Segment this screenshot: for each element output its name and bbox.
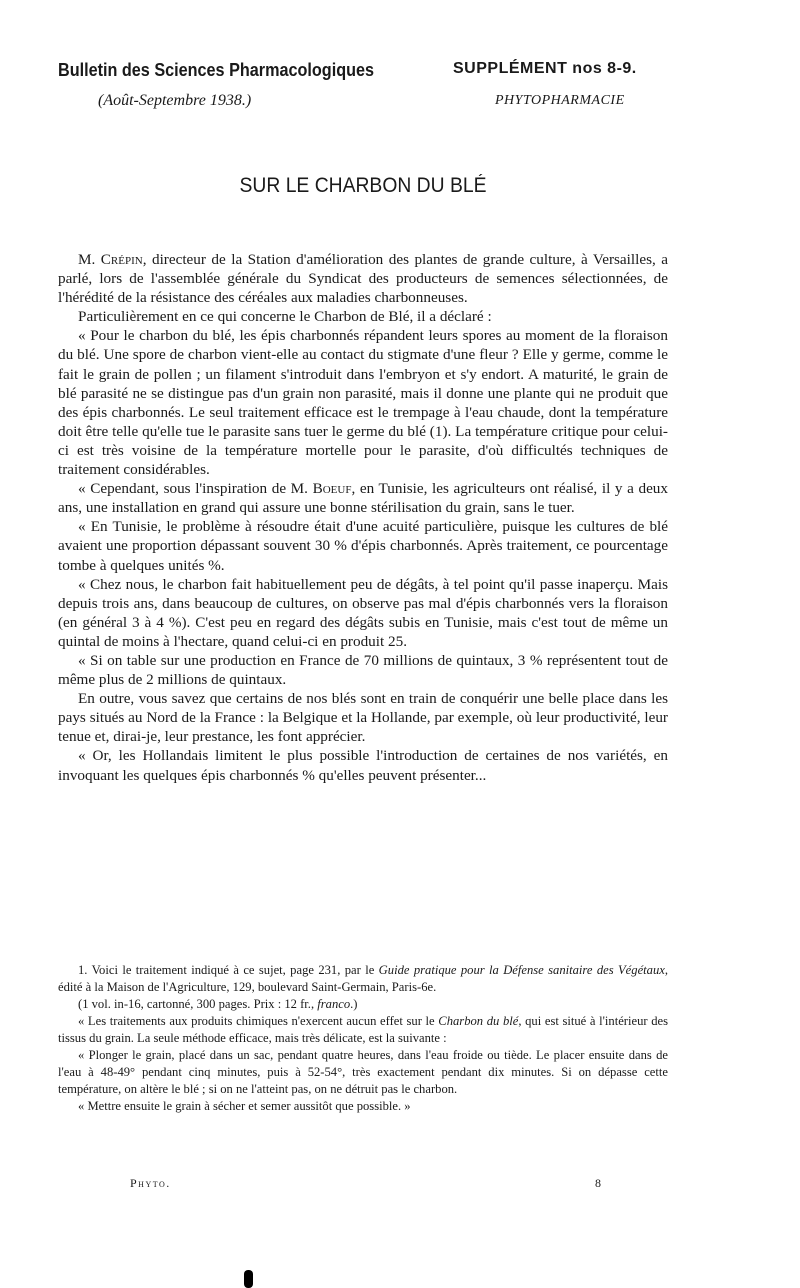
footnote: « Les traitements aux produits chimiques n'exercent aucun effet sur le Charbon du blé, qui est situé à l'intérieur des tissus du grain. La seule méthode efficace, mais très délicate, est la suivante : (58, 1014, 668, 1045)
supplement-number: SUPPLÉMENT nos 8-9. (453, 60, 637, 77)
journal-title: Bulletin des Sciences Pharmacologiques (58, 60, 375, 80)
article-body (58, 250, 668, 785)
person-name: Boeuf (312, 480, 352, 498)
footnote: 1. Voici le traitement indiqué à ce sujet, page 231, par le Guide pratique pour la Défense sanitaire des Végétaux, édité à la Maison de l'Agriculture, 129, boulevard Saint-Germain, Paris-6e. (58, 963, 668, 994)
ink-mark (244, 1270, 253, 1288)
footer-label: Phyto. (130, 1176, 171, 1190)
footnote: (1 vol. in-16, cartonné, 300 pages. Prix : 12 fr., franco.) (78, 997, 358, 1011)
paragraph: « En Tunisie, le problème à résoudre était d'une acuité particulière, puisque les cultures de blé avaient une proportion dépassant souvent 30 % d'épis charbonnés. Après traitement, ce pourcentage tombe à quelques unités %. (58, 518, 668, 574)
section-name: PHYTOPHARMACIE (495, 93, 625, 108)
footnote: « Plonger le grain, placé dans un sac, pendant quatre heures, dans l'eau froide ou tiède. Le placer ensuite dans de l'eau à 48-49° pendant cinq minutes, puis à 52-54°, très exactement pendant dix minutes. Si on dépasse cette température, on altère le blé ; si on ne l'atteint pas, on ne détruit pas le charbon. (58, 1048, 668, 1096)
page-number: 8 (595, 1176, 601, 1190)
paragraph: « Cependant, sous l'inspiration de M. Boeuf, en Tunisie, les agriculteurs ont réalisé, il y a deux ans, une installation en grand qui assure une bonne stérilisation du grain, sans le tuer. (58, 480, 668, 517)
paragraph: « Pour le charbon du blé, les épis charbonnés répandent leurs spores au moment de la floraison du blé. Une spore de charbon vient-elle au contact du stigmate d'une fleur ? Elle y germe, comme le fait le grain de pollen ; un filament s'introduit dans l'embryon et s'y endort. A maturité, le grain de blé parasité ne se distingue pas d'un grain non parasité, mais il donne une plante qui ne produit que des épis charbonnés. Le seul traitement efficace est le trempage à l'eau chaude, dont la température doit être telle qu'elle tue le parasite sans tuer le germe du blé (1). La température critique pour celui-ci est très voisine de la température mortelle pour le parasite, d'où difficultés techniques de traitement considérables. (58, 327, 668, 479)
page (58, 0, 668, 1288)
paragraph: « Or, les Hollandais limitent le plus possible l'introduction de certaines de nos variétés, en invoquant les quelques épis charbonnés % qu'elles peuvent présenter... (58, 747, 668, 784)
paragraph: En outre, vous savez que certains de nos blés sont en train de conquérir une belle place dans les pays situés au Nord de la France : la Belgique et la Hollande, par exemple, où leur productivité, leur tenue et, dirai-je, leur prestance, les font apprécier. (58, 690, 668, 746)
issue-date: (Août-Septembre 1938.) (98, 92, 252, 109)
paragraph: « Chez nous, le charbon fait habituellement peu de dégâts, à tel point qu'il passe inaperçu. Mais depuis trois ans, dans beaucoup de cultures, on observe pas mal d'épis charbonnés vers la floraison (en général 3 à 4 %). C'est peu en regard des dégâts subis en Tunisie, mais c'est tout de même un quintal de moins à l'hectare, quand celui-ci en produit 25. (58, 575, 668, 650)
author-name: Crépin (100, 251, 143, 268)
footnotes (58, 962, 668, 1115)
paragraph: M. Crépin, directeur de la Station d'amélioration des plantes de grande culture, à Versailles, a parlé, lors de l'assemblée générale du Syndicat des producteurs de semences sélectionnées, de l'hérédité de la résistance des céréales aux maladies charbonneuses. (58, 251, 668, 307)
book-title: Guide pratique pour la Défense sanitaire des Végétaux (378, 963, 665, 977)
paragraph: Particulièrement en ce qui concerne le Charbon de Blé, il a déclaré : (78, 308, 492, 326)
paragraph: « Si on table sur une production en France de 70 millions de quintaux, 3 % représentent tout de même plus de 2 millions de quintaux. (58, 651, 668, 689)
article-title: SUR LE CHARBON DU BLÉ (239, 174, 487, 197)
footnote: « Mettre ensuite le grain à sécher et semer aussitôt que possible. » (78, 1099, 411, 1113)
